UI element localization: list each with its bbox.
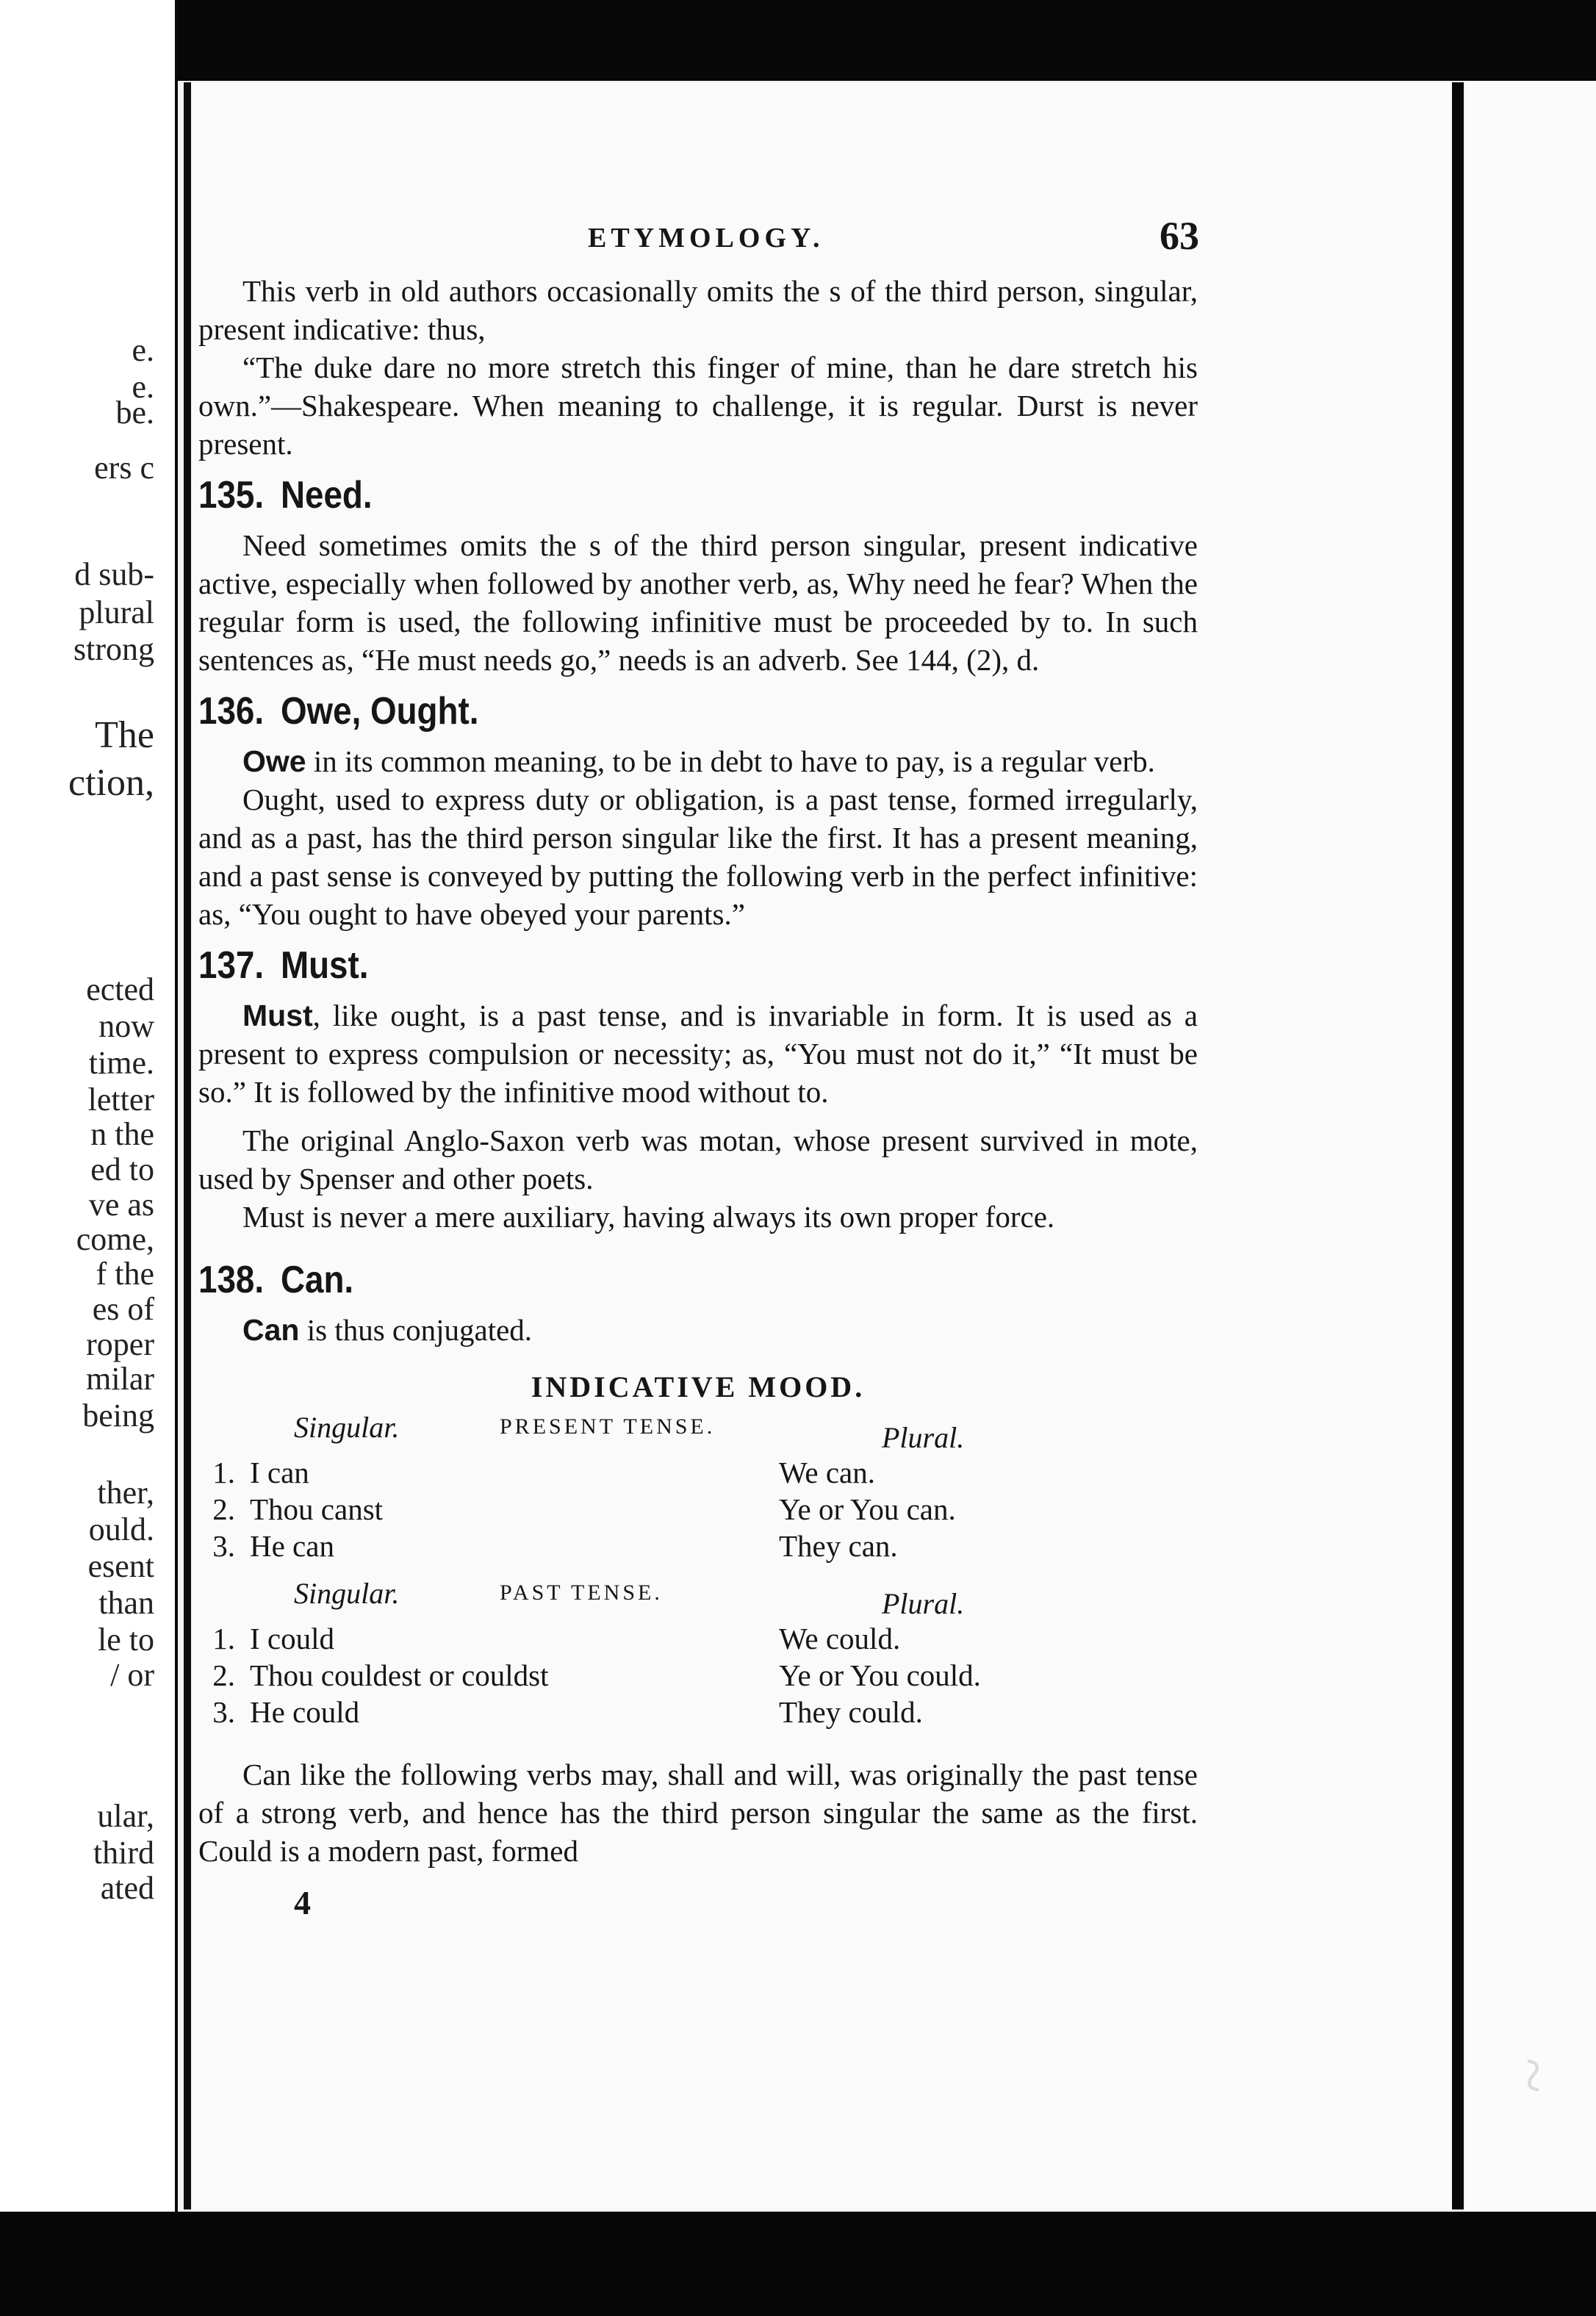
lead-term: Owe	[242, 744, 306, 778]
film-border-bottom	[0, 2212, 1596, 2316]
page-number: 63	[1160, 214, 1199, 258]
plural-label: Plural.	[882, 1421, 965, 1454]
prev-page-fragment: ed to	[90, 1151, 154, 1187]
present-tense-table	[198, 1410, 1198, 1576]
section-138-heading	[198, 1258, 1078, 1302]
prev-page-fragment: e.	[132, 332, 154, 368]
plural-label: Plural.	[882, 1587, 965, 1620]
prev-page-fragment: strong	[73, 631, 154, 667]
mood-title: INDICATIVE MOOD.	[531, 1370, 866, 1403]
prev-page-fragment: es of	[92, 1291, 154, 1327]
person-number: 2.	[212, 1658, 235, 1692]
person-number: 2.	[212, 1492, 235, 1526]
section-number: 138.	[198, 1259, 265, 1301]
section-number: 136.	[198, 690, 265, 733]
section-title: Can.	[280, 1259, 354, 1301]
section-number: 135.	[198, 474, 265, 517]
plural-form: We could.	[779, 1622, 901, 1655]
signature-mark: 4	[294, 1884, 311, 1921]
section-136-paragraph-2: Ought, used to express duty or obligation, is a past tense, formed irregularly, and as a past, has the third person singular like the first. It has a present meaning, and a past sense is conveyed by putting the following verb in the perfect infinitive: as, “You ought to have obeyed your parents.”	[198, 783, 1198, 931]
plural-form: They could.	[779, 1695, 923, 1729]
person-number: 3.	[212, 1529, 235, 1563]
page-content	[198, 213, 1198, 1922]
plural-form: They can.	[779, 1529, 898, 1563]
section-137-heading	[198, 943, 1078, 988]
prev-page-fragment: ve as	[88, 1187, 154, 1223]
prev-page-fragment: come,	[76, 1221, 154, 1257]
prev-page-fragment: roper	[86, 1326, 154, 1362]
prev-page-fragment: being	[82, 1398, 154, 1434]
section-137-paragraph-1	[198, 996, 1198, 1111]
plural-form: Ye or You could.	[779, 1658, 981, 1692]
intro-paragraph-2: “The duke dare no more stretch this finger of mine, than he dare stretch his own.”—Shakespeare. When meaning to challenge, it is regular. Durst is never present.	[198, 350, 1198, 461]
section-number: 137.	[198, 944, 265, 987]
margin-handwriting: ~	[1497, 2043, 1570, 2094]
past-tense-table	[198, 1576, 1198, 1742]
singular-label: Singular.	[294, 1577, 400, 1610]
prev-page-fragment: ould.	[88, 1511, 154, 1547]
plural-form: Ye or You can.	[779, 1492, 956, 1526]
section-138-paragraph-1	[198, 1311, 1198, 1349]
section-137-paragraph-2: The original Anglo-Saxon verb was motan, whose present survived in mote, used by Spenser and other poets.	[198, 1123, 1198, 1195]
section-136-heading	[198, 689, 1078, 733]
lead-term: Can	[242, 1313, 300, 1347]
running-head: ETYMOLOGY.	[588, 223, 824, 253]
person-number: 1.	[212, 1622, 235, 1655]
section-title: Need.	[280, 474, 373, 517]
section-title: Must.	[280, 944, 369, 987]
intro-paragraph-1: This verb in old authors occasionally omits the s of the third person, singular, present indicative: thus,	[198, 274, 1198, 346]
prev-page-fragment: The	[95, 714, 154, 756]
prev-page-fragment: plural	[79, 594, 154, 630]
prev-page-fragment: than	[98, 1585, 154, 1621]
section-137-paragraph-3: Must is never a mere auxiliary, having always its own proper force.	[242, 1200, 1055, 1234]
prev-page-fragment: n the	[90, 1116, 154, 1152]
prev-page-fragment: / or	[110, 1657, 154, 1693]
prev-page-fragment: time.	[88, 1045, 154, 1081]
person-number: 1.	[212, 1456, 235, 1489]
prev-page-fragment: ected	[86, 971, 154, 1007]
singular-form: I can	[250, 1456, 309, 1489]
prev-page-fragment: third	[93, 1835, 154, 1871]
paragraph-text: is thus conjugated.	[299, 1313, 533, 1347]
prev-page-fragment: ther,	[97, 1475, 154, 1511]
prev-page-fragment: ated	[100, 1870, 154, 1906]
singular-label: Singular.	[294, 1411, 400, 1444]
prev-page-fragment: milar	[86, 1361, 154, 1397]
spacer	[198, 1111, 1198, 1121]
page-header	[198, 213, 1198, 272]
paragraph-text: , like ought, is a past tense, and is invariable in form. It is used as a present to express compulsion or necessity; as, “You must not do it,” “It must be so.” It is followed by the infinitive mood without to.	[198, 999, 1198, 1109]
right-margin-area	[1466, 81, 1596, 2212]
lead-term: Must	[242, 999, 313, 1032]
film-border-top	[175, 0, 1596, 81]
plural-form: We can.	[779, 1456, 876, 1489]
prev-page-fragment: d sub-	[74, 556, 154, 592]
tense-label: PAST TENSE.	[500, 1580, 663, 1605]
prev-page-fragment: esent	[87, 1548, 154, 1584]
section-135-heading	[198, 473, 1078, 517]
section-138-closing-paragraph: Can like the following verbs may, shall and will, was originally the past tense of a strong verb, and hence has the third person singular the same as the first. Could is a modern past, formed	[198, 1758, 1198, 1868]
section-135-paragraph: Need sometimes omits the s of the third person singular, present indicative active, especially when followed by another verb, as, Why need he fear? When the regular form is used, the following infinitive must be proceeded by to. In such sentences as, “He must needs go,” needs is an adverb. See 144, (2), d.	[198, 528, 1198, 677]
prev-page-fragment: f the	[96, 1256, 154, 1292]
prev-page-fragment: e.	[132, 369, 154, 405]
section-136-paragraph-1	[198, 742, 1198, 780]
prev-page-fragment: letter	[87, 1082, 154, 1118]
singular-form: I could	[250, 1622, 334, 1655]
prev-page-fragment: be.	[115, 395, 154, 431]
prev-page-fragment: le to	[98, 1622, 154, 1658]
singular-form: He could	[250, 1695, 360, 1729]
tense-label: PRESENT TENSE.	[500, 1414, 716, 1439]
section-title: Owe, Ought.	[280, 690, 479, 733]
prev-page-fragment: ers c	[94, 450, 154, 486]
singular-form: Thou couldest or couldst	[250, 1658, 549, 1692]
singular-form: Thou canst	[250, 1492, 384, 1526]
prev-page-fragment: now	[98, 1008, 154, 1044]
previous-page-strip	[0, 0, 178, 2316]
singular-form: He can	[250, 1529, 334, 1563]
prev-page-fragment: ular,	[97, 1798, 154, 1834]
person-number: 3.	[212, 1695, 235, 1729]
paragraph-text: in its common meaning, to be in debt to have to pay, is a regular verb.	[306, 744, 1155, 778]
prev-page-fragment: ction,	[68, 762, 154, 804]
